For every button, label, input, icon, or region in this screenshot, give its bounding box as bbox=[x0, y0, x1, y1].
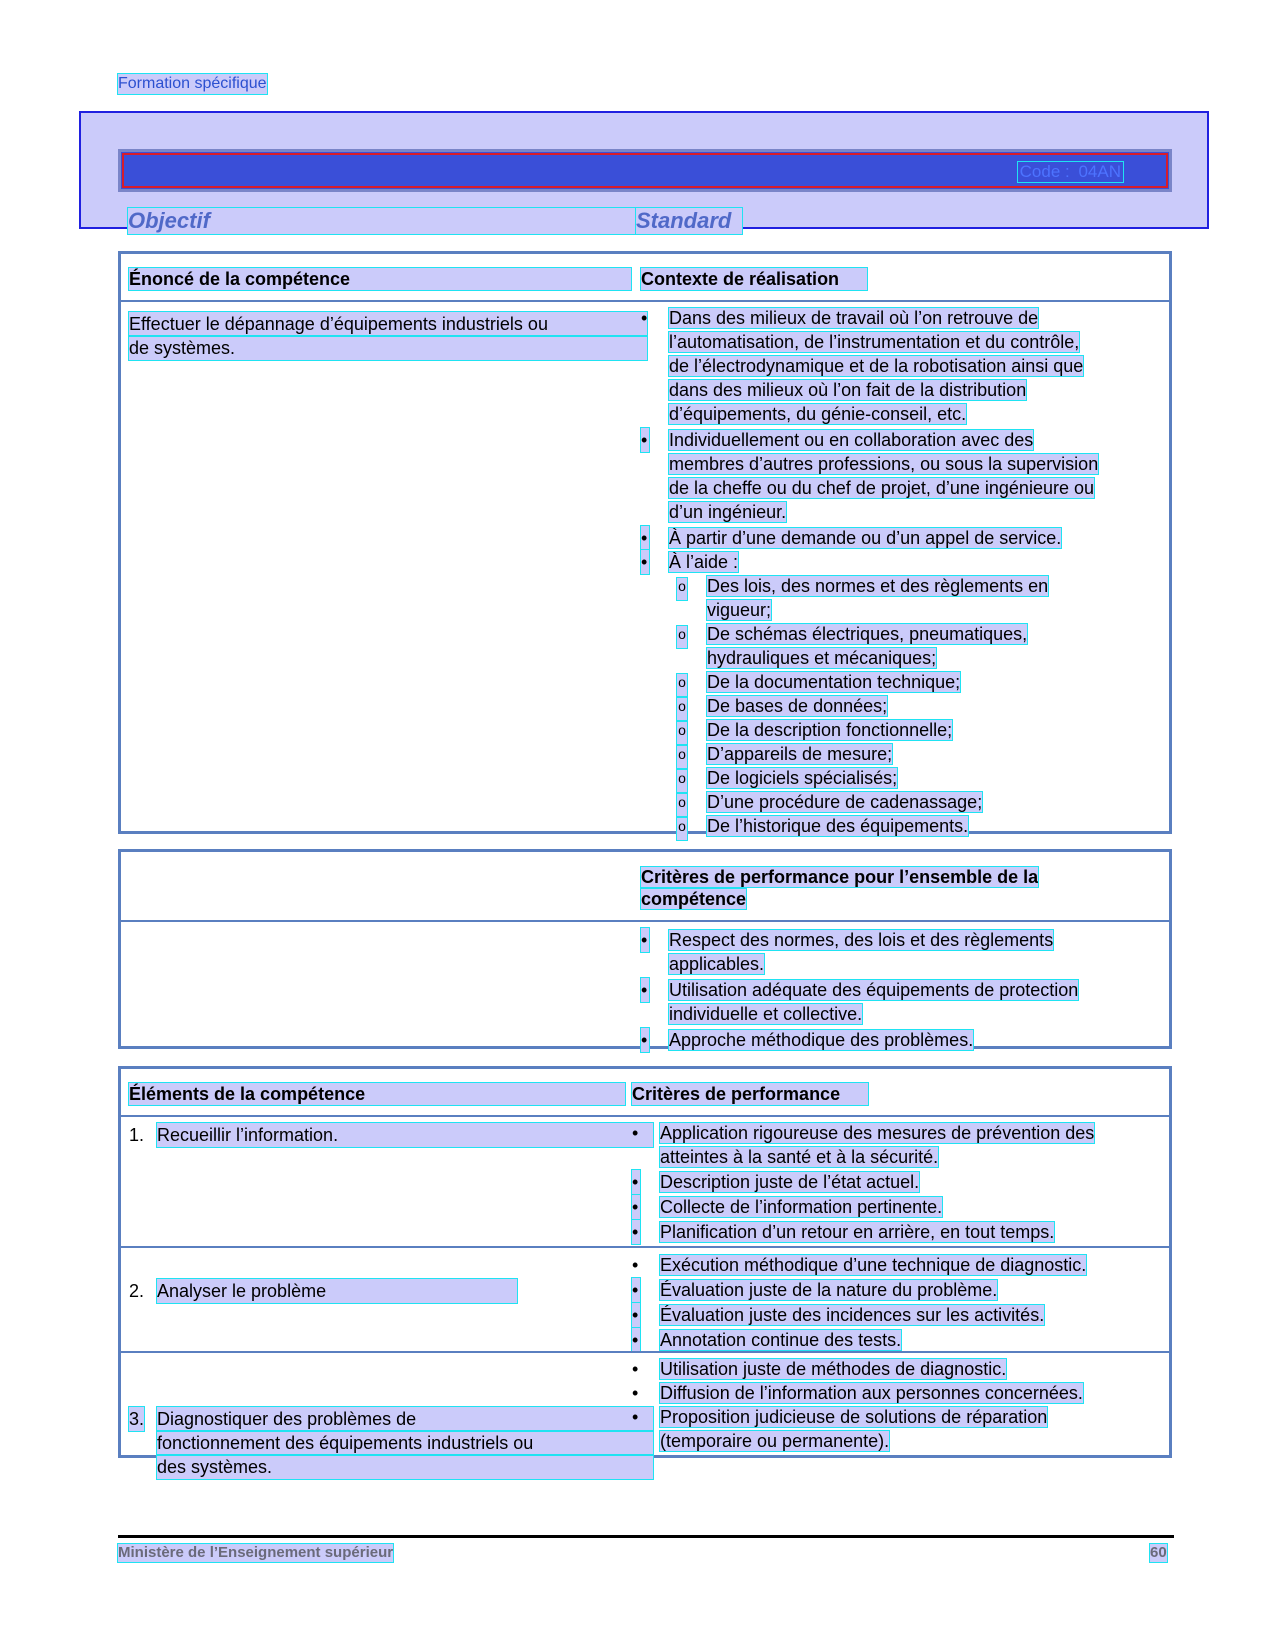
list-item: • Proposition judicieuse de solutions de réparation (temporaire ou permanente). bbox=[632, 1407, 1048, 1451]
footer-ministry: Ministère de l’Enseignement supérieur bbox=[118, 1544, 394, 1561]
list-item: • Exécution méthodique d’une technique de diagnostic. bbox=[632, 1255, 1087, 1275]
criteres-ensemble-header: Critères de performance pour l’ensemble de la compétence bbox=[641, 867, 1039, 909]
code-bar bbox=[118, 149, 1172, 192]
table-elements-criteres bbox=[118, 1066, 1172, 1477]
list-item: • Approche méthodique des problèmes. bbox=[641, 1030, 974, 1050]
sub-item: o Des lois, des normes et des règlements en vigueur; bbox=[678, 576, 1049, 620]
list-item: • Utilisation juste de méthodes de diagnostic. bbox=[632, 1359, 1007, 1379]
list-item: • Dans des milieux de travail où l’on retrouve de l’automatisation, de l’instrumentation et du contrôle, de l’électrodynamique et de la robotisation ainsi que dans des milieux où l’on fait de la distribution d’équipements, du génie-conseil, etc. bbox=[641, 308, 1084, 424]
sub-item: o De logiciels spécialisés; bbox=[641, 766, 1161, 790]
list-item: • Utilisation adéquate des équipements de protection individuelle et collective. bbox=[641, 980, 1079, 1024]
list-item: • Application rigoureuse des mesures de prévention des atteintes à la santé et à la sécurité. bbox=[632, 1123, 1095, 1167]
sub-item: o De schémas électriques, pneumatiques, hydrauliques et mécaniques; bbox=[678, 624, 1028, 668]
table-criteres-ensemble bbox=[118, 849, 1172, 1049]
list-item: • Évaluation juste des incidences sur les activités. bbox=[632, 1305, 1045, 1325]
table-row-element-2: 2. Analyser le problème bbox=[129, 1279, 517, 1303]
objectif-heading: Objectif bbox=[128, 208, 648, 234]
criteres-list-2 bbox=[632, 1253, 1152, 1352]
list-item: • Planification d’un retour en arrière, en tout temps. bbox=[632, 1222, 1055, 1242]
enonce-header: Énoncé de la compétence bbox=[129, 268, 631, 290]
sub-item: o De la description fonctionnelle; bbox=[641, 718, 1161, 742]
list-item: • À partir d’une demande ou d’un appel de service. bbox=[641, 528, 1062, 548]
criteres-list-1 bbox=[632, 1121, 1152, 1244]
list-item: • Annotation continue des tests. bbox=[632, 1330, 902, 1350]
code-label: Code : bbox=[1019, 162, 1070, 181]
sub-item: o De la documentation technique; bbox=[641, 670, 1161, 694]
list-item: • Description juste de l’état actuel. bbox=[632, 1172, 920, 1192]
criteres-ensemble-list bbox=[641, 928, 1161, 1052]
list-item: • À l’aide : bbox=[641, 552, 739, 572]
elements-header: Éléments de la compétence bbox=[129, 1083, 625, 1105]
table-row-element-3: 3. Diagnostiquer des problèmes de fonctionnement des équipements industriels ou des systèmes. bbox=[129, 1407, 653, 1479]
contexte-list bbox=[641, 306, 1161, 838]
list-item: • Respect des normes, des lois et des règlements applicables. bbox=[641, 930, 1054, 974]
standard-heading: Standard bbox=[636, 208, 742, 234]
section-header: Formation spécifique bbox=[118, 75, 267, 92]
page-number: 60 bbox=[1150, 1544, 1167, 1561]
list-item: • Évaluation juste de la nature du problème. bbox=[632, 1280, 998, 1300]
table-enonce-contexte bbox=[118, 251, 1172, 834]
sub-item: o D’une procédure de cadenassage; bbox=[641, 790, 1161, 814]
table-row-element-1: 1. Recueillir l’information. bbox=[129, 1123, 653, 1147]
contexte-header: Contexte de réalisation bbox=[641, 268, 867, 290]
list-item: • Individuellement ou en collaboration avec des membres d’autres professions, ou sous la supervision de la cheffe ou du chef de projet, d’une ingénieure ou d’un ingénieur. bbox=[641, 430, 1099, 522]
footer-divider bbox=[118, 1535, 1174, 1538]
list-item: • Collecte de l’information pertinente. bbox=[632, 1197, 943, 1217]
list-item: • Diffusion de l’information aux personnes concernées. bbox=[632, 1383, 1083, 1403]
competency-code bbox=[1018, 162, 1123, 182]
sub-item: o D’appareils de mesure; bbox=[641, 742, 1161, 766]
code-value: 04AN bbox=[1078, 162, 1121, 181]
sub-item: o De bases de données; bbox=[641, 694, 1161, 718]
enonce-text: Effectuer le dépannage d’équipements industriels ou de systèmes. bbox=[129, 312, 647, 360]
sub-item: o De l’historique des équipements. bbox=[641, 814, 1161, 838]
criteres-header: Critères de performance bbox=[632, 1083, 868, 1105]
criteres-list-3 bbox=[632, 1357, 1152, 1453]
